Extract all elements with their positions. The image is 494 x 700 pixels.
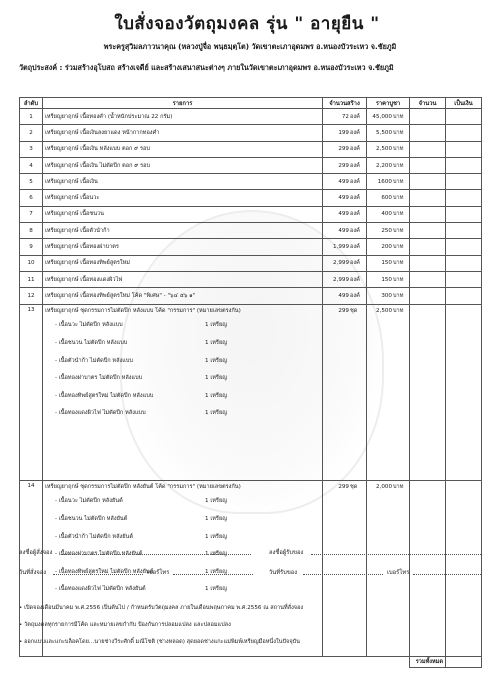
bundle-contents (43, 304, 323, 480)
price-unit: บาท (393, 260, 404, 267)
receive-date-field[interactable] (303, 567, 383, 575)
price-unit: บาท (393, 162, 404, 169)
amount-input[interactable] (446, 223, 482, 239)
orderer-signature-field[interactable] (61, 547, 251, 555)
price: 200 (381, 244, 392, 251)
table-header-row (20, 98, 482, 109)
table-row (20, 239, 482, 255)
sub-item-name: - เนื้อทองทิพย์สูตรใหม่ ไม่ตัดปีก หลังยันต์ (55, 568, 154, 575)
price-cell (367, 271, 410, 287)
price-unit: บาท (393, 244, 404, 251)
item-name: เหรียญยาฤกษ์ เนื้อทองฝาบาตร (43, 239, 323, 255)
sub-item-count: 1 เหรียญ (205, 498, 227, 505)
created-qty-unit: องค์ (350, 113, 360, 120)
row-number: 7 (20, 206, 43, 222)
note-code-numbers: • วัตถุมงคลทุกรายการมีโค้ด และหมายเลขกำกับ ป้องกันการปลอมแปลง และปลอมแปลง (19, 622, 231, 628)
item-name: เหรียญยาฤกษ์ เนื้อตัวนำก้า (43, 223, 323, 239)
price: 1600 (377, 178, 392, 185)
row-number: 8 (20, 223, 43, 239)
item-name: เหรียญยาฤกษ์ เนื้อทองแดงผิวไฟ (43, 271, 323, 287)
sub-item-count: 1 เหรียญ (205, 586, 227, 593)
item-name: เหรียญยาฤกษ์ เนื้อทองคำ (น้ำหนักประมาณ 22 กรัม) (43, 109, 323, 125)
price-cell (367, 109, 410, 125)
orderer-label: ลงชื่อผู้สั่งจอง (19, 550, 53, 556)
note-designer: • ออกแบบและแกะบล็อคโดย...นายช่างวีระศักดิ์ มณีโชติ (ช่างหลอด) สุดยอดช่างแกะแม่พิมพ์เหรียญมือหนึ่งในปัจจุบัน (19, 639, 300, 645)
sub-item-name: - เนื้อชนวน ไม่ตัดปีก หลังยันต์ (55, 515, 128, 522)
amount-input[interactable] (446, 255, 482, 271)
total-row (20, 656, 482, 667)
sub-item-name: - เนื้อนวะ ไม่ตัดปีก หลังยันต์ (55, 498, 123, 505)
order-qty-input[interactable] (410, 223, 446, 239)
table-row (20, 288, 482, 304)
table-row (20, 206, 482, 222)
created-qty-cell (323, 206, 367, 222)
created-qty-cell (323, 174, 367, 190)
table-row (20, 271, 482, 287)
price-unit: บาท (393, 483, 404, 490)
price-cell (367, 239, 410, 255)
amount-input[interactable] (446, 141, 482, 157)
price-unit: บาท (393, 146, 404, 153)
created-qty-unit: องค์ (350, 195, 360, 202)
order-qty-input[interactable] (410, 174, 446, 190)
item-name: เหรียญยาฤกษ์ เนื้อเงิน ไม่ตัดปีก ตอก ๙ รอบ (43, 157, 323, 173)
order-qty-input[interactable] (410, 141, 446, 157)
amount-input[interactable] (446, 271, 482, 287)
amount-input[interactable] (446, 190, 482, 206)
created-qty: 199 (338, 129, 349, 136)
created-qty-unit: องค์ (350, 162, 360, 169)
order-date-field[interactable] (53, 567, 143, 575)
row-number: 5 (20, 174, 43, 190)
price-cell (367, 206, 410, 222)
order-table (19, 97, 482, 668)
created-qty: 2,999 (332, 276, 349, 283)
row-number: 13 (20, 304, 43, 480)
bundle-sub-item (45, 387, 320, 405)
phone-label: เบอร์โทร (147, 570, 170, 576)
sub-item-name: - เนื้อทองแดงผิวไฟ ไม่ตัดปีก หลังยันต์ (55, 586, 146, 593)
created-qty: 299 (338, 307, 349, 314)
created-qty: 299 (338, 483, 349, 490)
created-qty: 499 (338, 292, 349, 299)
price-unit: บาท (393, 113, 404, 120)
table-row (20, 255, 482, 271)
price-unit: บาท (393, 129, 404, 136)
created-qty: 299 (338, 146, 349, 153)
created-qty: 72 (341, 113, 349, 120)
created-qty: 499 (338, 178, 349, 185)
created-qty: 2,999 (332, 260, 349, 267)
item-name: เหรียญยาฤกษ์ เนื้อเงิน (43, 174, 323, 190)
header-order-qty: จำนวน (410, 98, 446, 109)
phone-field-2[interactable] (413, 567, 481, 575)
created-qty-cell (323, 223, 367, 239)
amount-input[interactable] (446, 174, 482, 190)
price-unit: บาท (393, 178, 404, 185)
page-title: ใบสั่งจองวัตถุมงคล รุ่น " อายุยืน " (114, 14, 380, 34)
created-qty-cell (323, 288, 367, 304)
item-name: เหรียญยาฤกษ์ เนื้อทองทิพย์สูตรใหม่ โค้ด "พิเศษ" - "๖๔ ๕๖ ๑" (43, 288, 323, 304)
created-qty: 299 (338, 162, 349, 169)
item-name: เหรียญยาฤกษ์ เนื้อนวะ (43, 190, 323, 206)
sub-item-name: - เนื้อทองแดงผิวไฟ ไม่ตัดปีก หลังแบบ (55, 410, 146, 417)
item-name: เหรียญยาฤกษ์ เนื้อทองทิพย์สูตรใหม่ (43, 255, 323, 271)
price-cell (367, 223, 410, 239)
price-cell (367, 190, 410, 206)
amount-input[interactable] (446, 206, 482, 222)
created-qty-cell (323, 157, 367, 173)
price: 250 (381, 227, 392, 234)
created-qty-unit: องค์ (350, 178, 360, 185)
table-row (20, 157, 482, 173)
sub-item-name: - เนื้อชนวน ไม่ตัดปีก หลังแบบ (55, 339, 128, 346)
created-qty-unit: องค์ (350, 146, 360, 153)
created-qty-cell (323, 141, 367, 157)
total-amount-input[interactable] (446, 656, 482, 667)
date-phone-row (19, 567, 481, 577)
order-qty-input[interactable] (410, 288, 446, 304)
header-created-qty: จำนวนสร้าง (323, 98, 367, 109)
price: 150 (381, 276, 392, 283)
sub-item-name: - เนื้อทองฝาบาตร ไม่ตัดปีก หลังยันต์ (55, 551, 143, 558)
created-qty-cell (323, 125, 367, 141)
row-number: 11 (20, 271, 43, 287)
created-qty-unit: องค์ (350, 292, 360, 299)
bundle-title: เหรียญยาฤกษ์ ชุดกรรมการไม่ตัดปีก หลังยันต์ โค้ด "กรรมการ" (หมายเลขตรงกัน) (45, 483, 241, 490)
header-amount: เป็นเงิน (446, 98, 482, 109)
sub-item-name: - เนื้อทองทิพย์สูตรใหม่ ไม่ตัดปีก หลังแบบ (55, 392, 154, 399)
created-qty-cell (323, 239, 367, 255)
amount-input[interactable] (446, 109, 482, 125)
price: 600 (381, 195, 392, 202)
amount-input[interactable] (446, 304, 482, 480)
order-qty-input[interactable] (410, 255, 446, 271)
bundle-sub-item (45, 334, 320, 352)
bundle-row (20, 304, 482, 480)
price-cell (367, 255, 410, 271)
amount-input[interactable] (446, 239, 482, 255)
price-unit: บาท (393, 292, 404, 299)
order-qty-input[interactable] (410, 206, 446, 222)
bundle-sub-item (45, 369, 320, 387)
price: 300 (381, 292, 392, 299)
objective-line: วัตถุประสงค์ : ร่วมสร้างอุโบสถ สร้างเจดีย์ และสร้างเสนาสนะต่างๆ ภายในวัดเขาตะเภาอุดมพร อ.หนองบัวระเหว จ.ชัยภูมิ (19, 63, 394, 72)
sub-item-count: 1 เหรียญ (205, 568, 227, 575)
sub-item-count: 1 เหรียญ (205, 410, 227, 417)
amount-input[interactable] (446, 288, 482, 304)
price-unit: บาท (393, 211, 404, 218)
receiver-label: ลงชื่อผู้รับของ (269, 550, 304, 556)
price-cell (367, 157, 410, 173)
created-qty-cell (323, 190, 367, 206)
price: 2,200 (375, 162, 392, 169)
row-number: 2 (20, 125, 43, 141)
created-qty: 499 (338, 211, 349, 218)
amount-input[interactable] (446, 157, 482, 173)
price: 2,500 (375, 146, 392, 153)
table-row (20, 109, 482, 125)
temple-subtitle: พระครูสุวิมลภาวนาคุณ (หลวงปู่จื่อ พนฺธมฺตฺโต) วัดเขาตะเภาอุดมพร อ.หนองบัวระเหว จ.ชัยภูมิ (103, 42, 397, 51)
order-date-label: วันที่สั่งจอง (19, 570, 47, 576)
bundle-sub-item (45, 581, 320, 599)
price-cell (367, 304, 410, 480)
signature-row (19, 547, 481, 557)
created-qty-unit: องค์ (350, 211, 360, 218)
created-qty-cell (323, 271, 367, 287)
created-qty: 499 (338, 227, 349, 234)
row-number: 12 (20, 288, 43, 304)
order-qty-input[interactable] (410, 239, 446, 255)
created-qty-cell (323, 109, 367, 125)
note-order-period: • เปิดจองเดือนมีนาคม พ.ศ.2556 เป็นต้นไป / กำหนดรับวัตถุมงคล ภายในเดือนพฤษภาคม พ.ศ.2556 ณ สถานที่สั่งจอง (19, 605, 304, 611)
row-number: 14 (20, 480, 43, 656)
sub-item-count: 1 เหรียญ (205, 551, 227, 558)
bundle-sub-item (45, 493, 320, 511)
created-qty-unit: องค์ (350, 260, 360, 267)
bundle-title: เหรียญยาฤกษ์ ชุดกรรมการไม่ตัดปีก หลังแบบ โค้ด "กรรมการ" (หมายเลขตรงกัน) (45, 307, 241, 314)
order-qty-input[interactable] (410, 304, 446, 480)
table-row (20, 190, 482, 206)
header-price: ราคาบูชา (367, 98, 410, 109)
price: 400 (381, 211, 392, 218)
phone-label-2: เบอร์โทร (387, 570, 410, 576)
bundle-sub-item (45, 317, 320, 335)
header-no: ลำดับ (20, 98, 43, 109)
created-qty-unit: ชุด (350, 483, 358, 490)
created-qty-cell (323, 255, 367, 271)
price-cell (367, 125, 410, 141)
sub-item-count: 1 เหรียญ (205, 357, 227, 364)
amount-input[interactable] (446, 125, 482, 141)
sub-item-name: - เนื้อนวะ ไม่ตัดปีก หลังแบบ (55, 322, 123, 329)
total-label: รวมทั้งหมด (410, 656, 446, 667)
sub-item-count: 1 เหรียญ (205, 533, 227, 540)
header-item: รายการ (43, 98, 323, 109)
table-row (20, 141, 482, 157)
order-qty-input[interactable] (410, 125, 446, 141)
table-row (20, 125, 482, 141)
price: 45,000 (372, 113, 392, 120)
created-qty-unit: องค์ (350, 227, 360, 234)
created-qty: 1,999 (332, 244, 349, 251)
created-qty-cell (323, 304, 367, 480)
sub-item-name: - เนื้อตัวนำก้า ไม่ตัดปีก หลังยันต์ (55, 533, 133, 540)
row-number: 6 (20, 190, 43, 206)
bundle-sub-item (45, 528, 320, 546)
created-qty-unit: องค์ (350, 129, 360, 136)
bundle-sub-item (45, 510, 320, 528)
price-unit: บาท (393, 307, 404, 314)
item-name: เหรียญยาฤกษ์ เนื้อเงิน หลังแบบ ตอก ๙ รอบ (43, 141, 323, 157)
price: 2,000 (375, 483, 392, 490)
row-number: 10 (20, 255, 43, 271)
row-number: 9 (20, 239, 43, 255)
sub-item-count: 1 เหรียญ (205, 339, 227, 346)
table-row (20, 174, 482, 190)
price-cell (367, 141, 410, 157)
price-unit: บาท (393, 276, 404, 283)
sub-item-count: 1 เหรียญ (205, 515, 227, 522)
created-qty-unit: ชุด (350, 307, 358, 314)
item-name: เหรียญยาฤกษ์ เนื้อเงินลงยาแดง หน้ากากทองคำ (43, 125, 323, 141)
sub-item-count: 1 เหรียญ (205, 375, 227, 382)
created-qty-unit: องค์ (350, 276, 360, 283)
bundle-sub-item (45, 405, 320, 423)
bundle-sub-item (45, 352, 320, 370)
order-qty-input[interactable] (410, 190, 446, 206)
receive-date-label: วันที่รับของ (269, 570, 298, 576)
created-qty: 499 (338, 195, 349, 202)
sub-item-count: 1 เหรียญ (205, 392, 227, 399)
row-number: 3 (20, 141, 43, 157)
price-unit: บาท (393, 195, 404, 202)
receiver-signature-field[interactable] (311, 547, 481, 555)
created-qty-unit: องค์ (350, 244, 360, 251)
row-number: 1 (20, 109, 43, 125)
order-qty-input[interactable] (410, 109, 446, 125)
item-name: เหรียญยาฤกษ์ เนื้อชนวน (43, 206, 323, 222)
price: 5,500 (375, 129, 392, 136)
price-unit: บาท (393, 227, 404, 234)
order-qty-input[interactable] (410, 157, 446, 173)
price-cell (367, 174, 410, 190)
order-qty-input[interactable] (410, 271, 446, 287)
table-row (20, 223, 482, 239)
sub-item-name: - เนื้อทองฝาบาตร ไม่ตัดปีก หลังแบบ (55, 375, 143, 382)
price-cell (367, 288, 410, 304)
total-spacer (20, 656, 410, 667)
phone-field[interactable] (173, 567, 253, 575)
sub-item-count: 1 เหรียญ (205, 322, 227, 329)
row-number: 4 (20, 157, 43, 173)
price: 2,500 (375, 307, 392, 314)
sub-item-name: - เนื้อตัวนำก้า ไม่ตัดปีก หลังแบบ (55, 357, 133, 364)
price: 150 (381, 260, 392, 267)
